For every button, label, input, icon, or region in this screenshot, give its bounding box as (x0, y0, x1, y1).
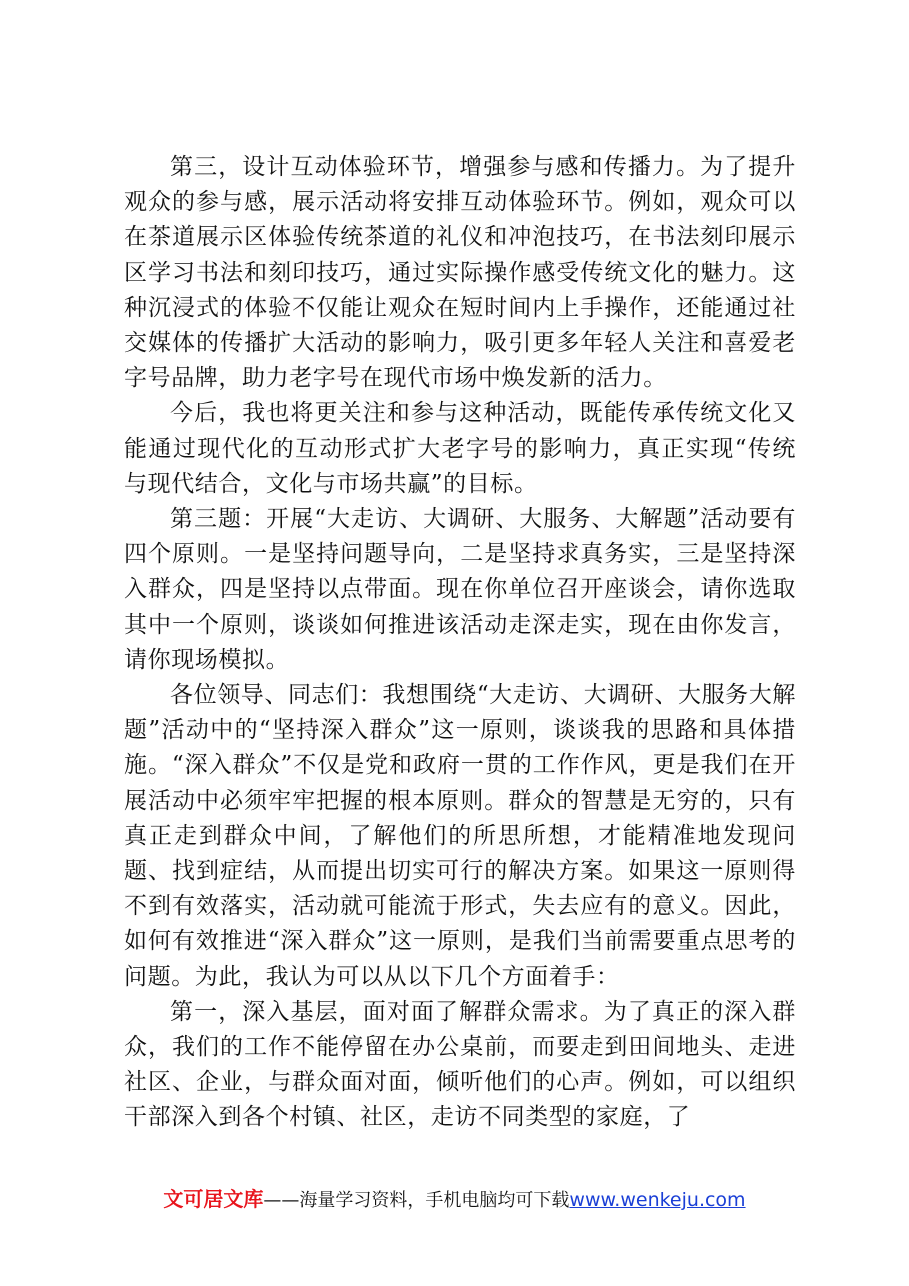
paragraph-first-measure: 第一，深入基层，面对面了解群众需求。为了真正的深入群众，我们的工作不能停留在办公桌前，而要走到田间地头、走进社区、企业，与群众面对面，倾听他们的心声。例如，可以组织干部深入到各个村镇、社区，走访不同类型的家庭，了 (124, 998, 796, 1131)
footer-banner (0, 1183, 909, 1212)
document-body (124, 150, 796, 1136)
footer-link[interactable]: www.wenkeju.com (569, 1189, 746, 1211)
paragraph-future-plan: 今后，我也将更关注和参与这种活动，既能传承传统文化又能通过现代化的互动形式扩大老字号的影响力，真正实现“传统与现代结合，文化与市场共赢”的目标。 (124, 400, 796, 497)
footer-brand: 文可居文库 (163, 1187, 264, 1211)
footer-slogan: ——海量学习资料，手机电脑均可下载 (263, 1190, 570, 1211)
paragraph-speech-opening: 各位领导、同志们：我想围绕“大走访、大调研、大服务大解题”活动中的“坚持深入群众”这一原则，谈谈我的思路和具体措施。“深入群众”不仅是党和政府一贯的工作作风，更是我们在开展活动中必须牢牢把握的根本原则。群众的智慧是无穷的，只有真正走到群众中间，了解他们的所思所想，才能精准地发现问题、找到症结，从而提出切实可行的解决方案。如果这一原则得不到有效落实，活动就可能流于形式，失去应有的意义。因此，如何有效推进“深入群众”这一原则，是我们当前需要重点思考的问题。为此，我认为可以从以下几个方面着手： (124, 682, 796, 990)
paragraph-question-three: 第三题：开展“大走访、大调研、大服务、大解题”活动要有四个原则。一是坚持问题导向，二是坚持求真务实，三是坚持深入群众，四是坚持以点带面。现在你单位召开座谈会，请你选取其中一个原则，谈谈如何推进该活动走深走实，现在由你发言，请你现场模拟。 (124, 506, 796, 673)
paragraph-interactive-experience: 第三，设计互动体验环节，增强参与感和传播力。为了提升观众的参与感，展示活动将安排互动体验环节。例如，观众可以在茶道展示区体验传统茶道的礼仪和冲泡技巧，在书法刻印展示区学习书法和刻印技巧，通过实际操作感受传统文化的魅力。这种沉浸式的体验不仅能让观众在短时间内上手操作，还能通过社交媒体的传播扩大活动的影响力，吸引更多年轻人关注和喜爱老字号品牌，助力老字号在现代市场中焕发新的活力。 (124, 154, 796, 392)
